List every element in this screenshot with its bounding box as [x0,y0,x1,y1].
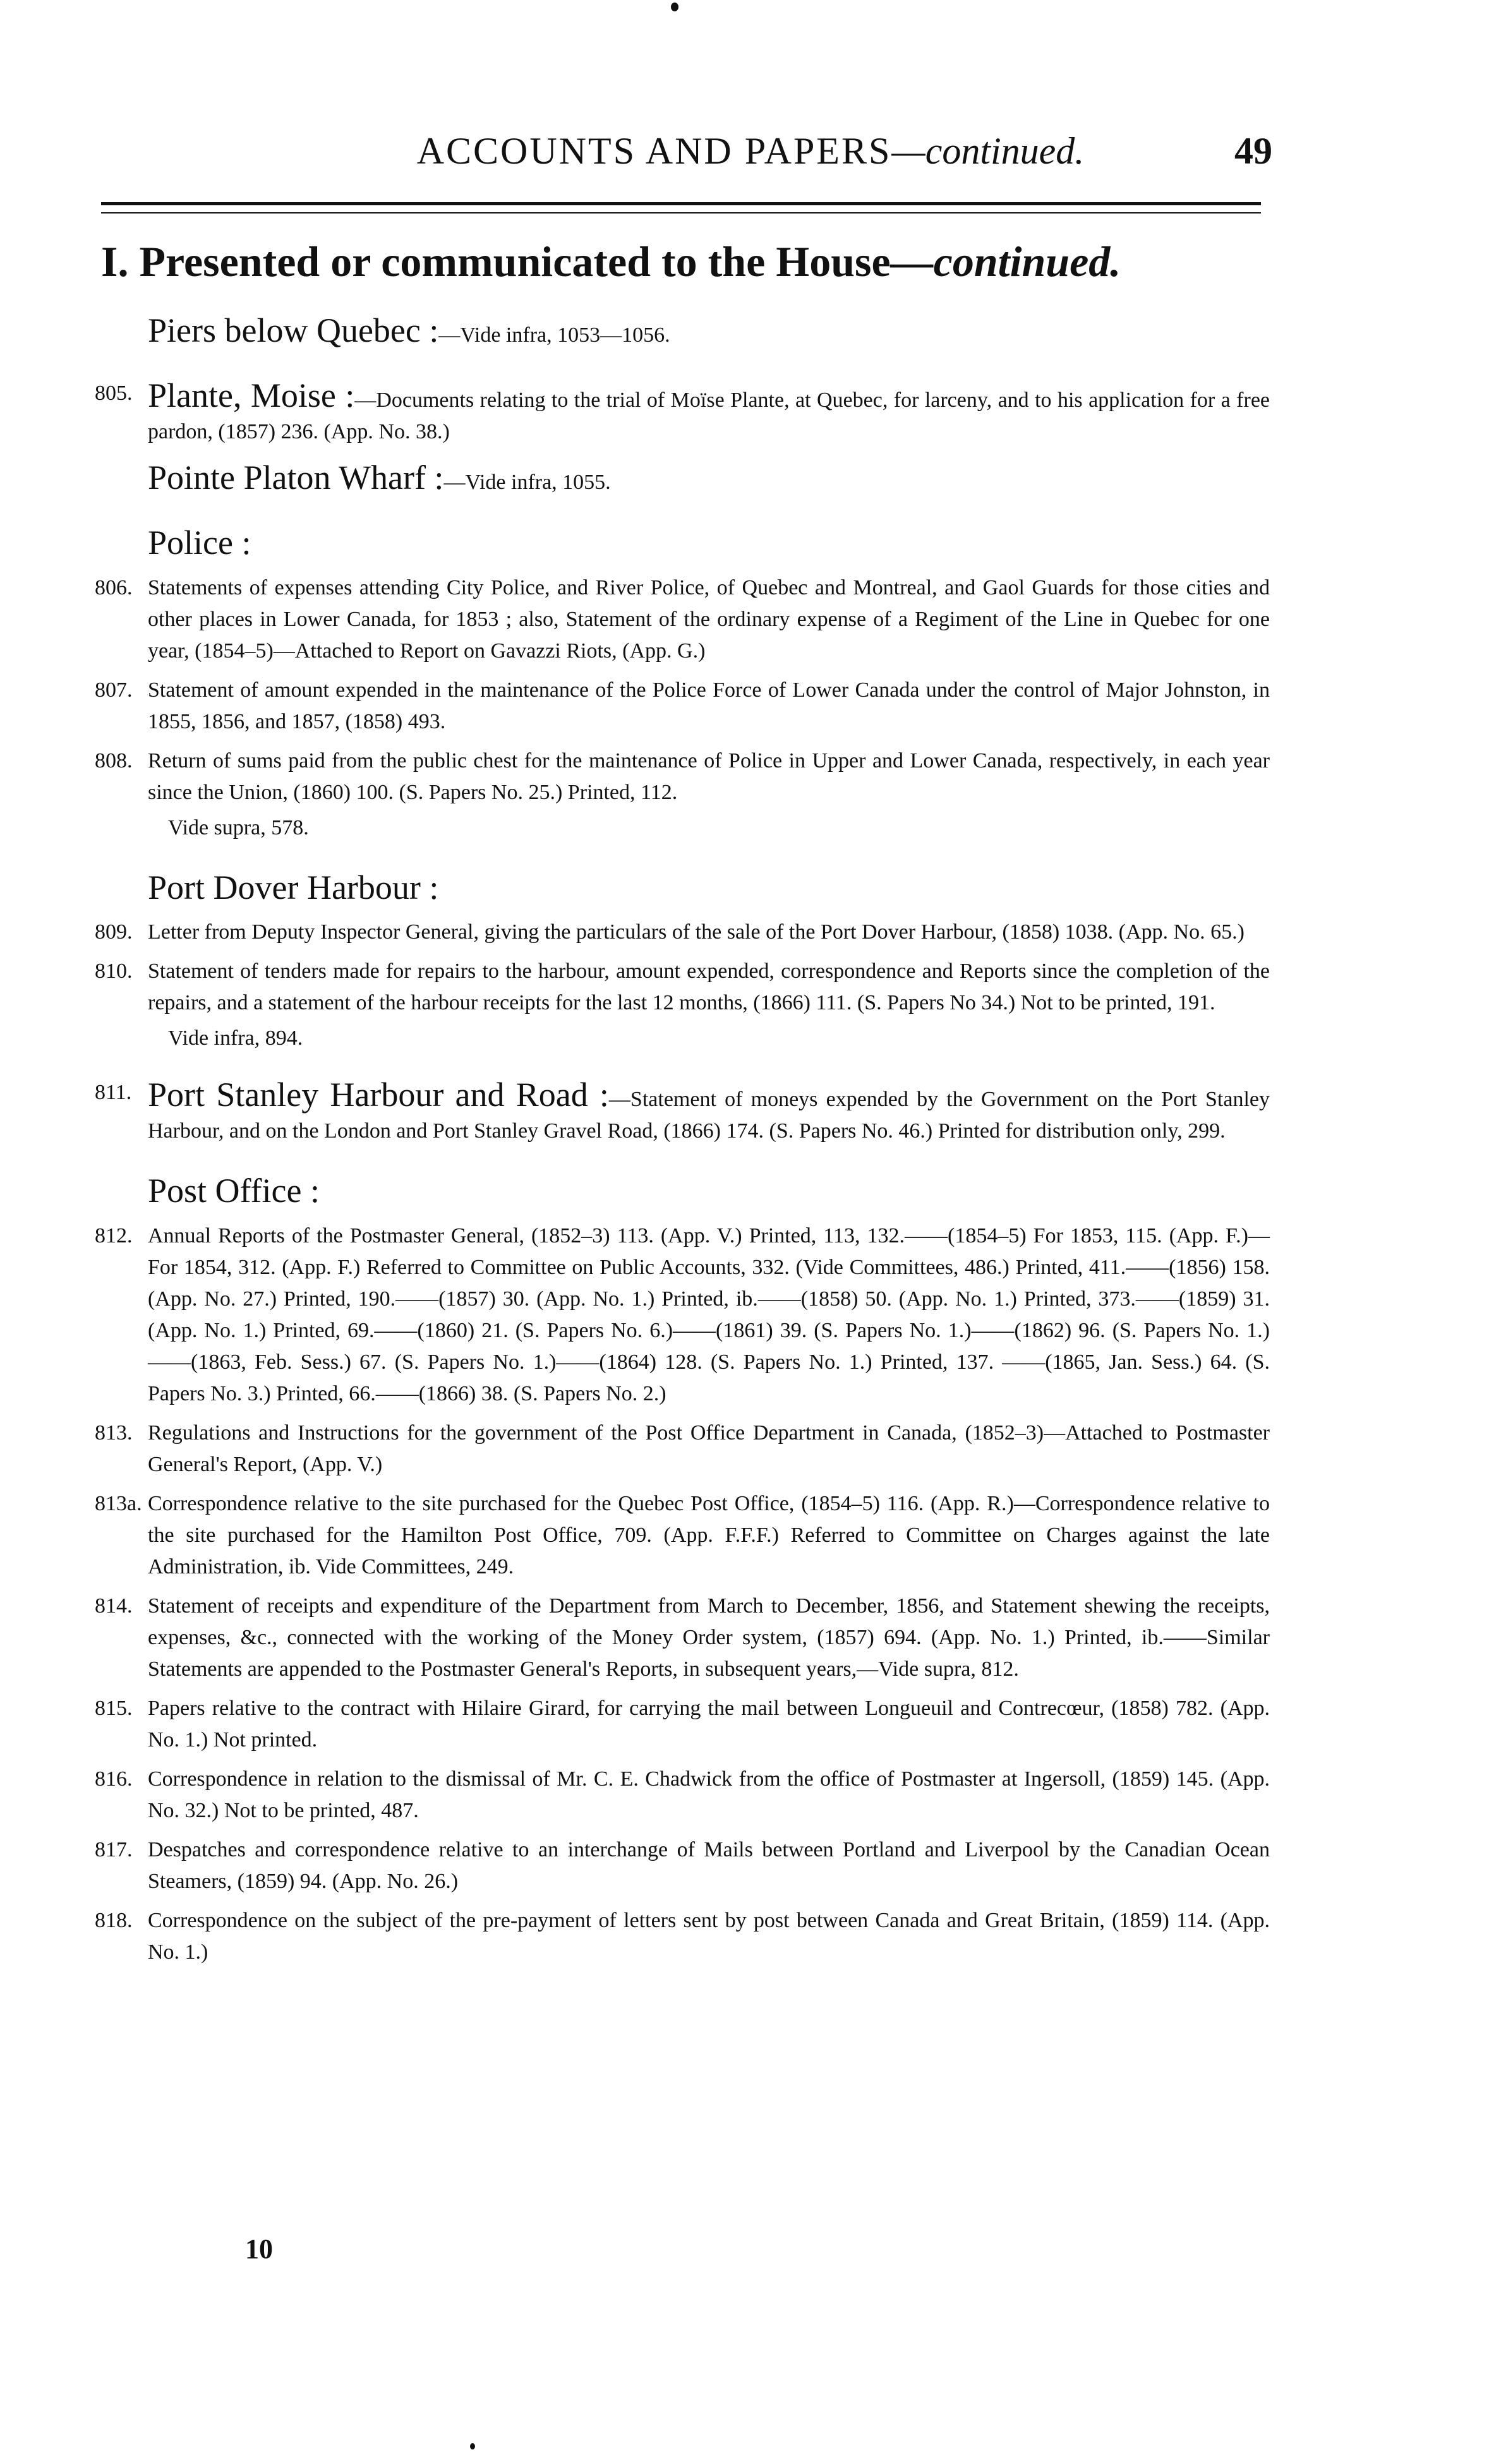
header-rule-thick [101,202,1261,205]
subhead-piers [148,310,1270,352]
entry-number: 806. [95,575,133,599]
entry-text: Statement of receipts and expenditure of the Department from March to December, 1856, and Statement shewing the receipts, expenses, &c., connected with the working of the Money Order system, (1857) 694. (App. No. 1.) Printed, ib.——Similar Statements are appended to the Postmaster General's Reports, in subsequent years,—Vide supra, 812. [148,1594,1270,1681]
entry-806 [95,572,1270,667]
subhead-port-dover: Port Dover Harbour : [148,868,439,906]
entry-heading: Plante, Moise : [148,376,355,414]
subhead-piers-label: Piers below Quebec : [148,311,439,349]
bottom-dot-mark [470,2443,475,2449]
entry-814 [95,1590,1270,1685]
entry-text: Regulations and Instructions for the government of the Post Office Department in Canada, (1852–3)—Attached to Postmaster General's Report, (App. V.) [148,1421,1270,1476]
entry-number: 816. [95,1767,133,1791]
entry-heading: Port Stanley Harbour and Road : [148,1076,609,1114]
entry-818 [95,1905,1270,1968]
entry-number: 817. [95,1837,133,1861]
entry-number: 811. [95,1081,132,1104]
running-header [0,129,1501,173]
entry-810 [95,956,1270,1019]
entry-807 [95,675,1270,738]
entry-text: Correspondence on the subject of the pre-payment of letters sent by post between Canada and Great Britain, (1859) 114. (App. No. 1.) [148,1908,1270,1964]
entry-text: Statement of tenders made for repairs to the harbour, amount expended, correspondence and Reports since the completion of the repairs, and a statement of the harbour receipts for the last 12 months, (1866) 111. (S. Papers No 34.) Not to be printed, 191. [148,959,1270,1014]
top-dot-mark [671,3,678,11]
running-header-continued: —continued. [891,130,1085,172]
entry-811 [95,1077,1270,1147]
entry-809 [95,916,1270,948]
subhead-pointe-platon-ref: —Vide infra, 1055. [443,470,611,494]
entry-number: 818. [95,1908,133,1932]
entry-number: 805. [95,381,133,405]
entry-808 [95,745,1270,808]
entry-number: 813. [95,1421,133,1445]
entry-text: Annual Reports of the Postmaster General, (1852–3) 113. (App. V.) Printed, 113, 132.——(1854–5) For 1853, 115. (App. F.)—For 1854, 312. (App. F.) Referred to Committee on Public Accounts, 332. (Vide Committees, 486.) Printed, 411.——(1856) 158. (App. No. 27.) Printed, 190.——(1857) 30. (App. No. 1.) Printed, ib.——(1858) 50. (App. No. 1.) Printed, 373.——(1859) 31. (App. No. 1.) Printed, 69.——(1860) 21. (S. Papers No. 6.)——(1861) 39. (S. Papers No. 1.)——(1862) 96. (S. Papers No. 1.)——(1863, Feb. Sess.) 67. (S. Papers No. 1.)——(1864) 128. (S. Papers No. 1.) Printed, 137. ——(1865, Jan. Sess.) 64. (S. Papers No. 3.) Printed, 66.——(1866) 38. (S. Papers No. 2.) [148,1223,1270,1405]
entry-text: Correspondence relative to the site purchased for the Quebec Post Office, (1854–5) 116. (App. R.)—Correspondence relative to the site purchased for the Hamilton Post Office, 709. (App. F.F.F.) Referred to Committee on Charges against the late Administration, ib. Vide Committees, 249. [148,1491,1270,1578]
entry-text: Letter from Deputy Inspector General, giving the particulars of the sale of the Port Dover Harbour, (1858) 1038. (App. No. 65.) [148,920,1245,944]
entry-number: 812. [95,1223,133,1247]
section-title-continued: —continued. [890,237,1121,285]
entry-number: 808. [95,748,133,772]
entry-number: 810. [95,959,133,983]
entry-816 [95,1764,1270,1827]
entry-815 [95,1693,1270,1756]
running-header-main: ACCOUNTS AND PAPERS [416,130,892,172]
entry-text: —Statement of moneys expended by the Government on the Port Stanley Harbour, and on the London and Port Stanley Gravel Road, (1866) 174. (S. Papers No. 46.) Printed for distribution only, 299. [148,1088,1270,1143]
subhead-pointe-platon [148,457,1270,500]
entry-805 [95,378,1270,448]
entry-817 [95,1834,1270,1897]
subhead-post-office: Post Office : [148,1172,320,1210]
vide-808: Vide supra, 578. [168,815,309,839]
entry-text: Despatches and correspondence relative to an interchange of Mails between Portland and Liverpool by the Canadian Ocean Steamers, (1859) 94. (App. No. 26.) [148,1837,1270,1893]
entry-text: Return of sums paid from the public chest for the maintenance of Police in Upper and Lower Canada, respectively, in each year since the Union, (1860) 100. (S. Papers No. 25.) Printed, 112. [148,748,1270,804]
section-title-main: I. Presented or communicated to the House [101,237,891,285]
vide-810: Vide infra, 894. [168,1026,303,1050]
entry-number: 813a. [95,1491,142,1515]
header-rule-thin [101,212,1261,213]
section-title [101,237,1121,287]
subhead-pointe-platon-label: Pointe Platon Wharf : [148,458,444,496]
entry-text: Statement of amount expended in the maintenance of the Police Force of Lower Canada under the control of Major Johnston, in 1855, 1856, and 1857, (1858) 493. [148,678,1270,733]
subhead-police: Police : [148,524,251,562]
entry-812 [95,1220,1270,1410]
entry-text: —Documents relating to the trial of Moïse Plante, at Quebec, for larceny, and to his application for a free pardon, (1857) 236. (App. No. 38.) [148,388,1270,443]
signature-mark: 10 [245,2233,273,2264]
entry-number: 807. [95,678,133,702]
entry-number: 814. [95,1594,133,1618]
entry-number: 809. [95,920,133,944]
index-entries [95,310,1270,1968]
entry-text: Statements of expenses attending City Police, and River Police, of Quebec and Montreal, and Gaol Guards for those cities and other places in Lower Canada, for 1853 ; also, Statement of the ordinary expense of a Regiment of the Line in Quebec for one year, (1854–5)—Attached to Report on Gavazzi Riots, (App. G.) [148,575,1270,663]
entry-813 [95,1417,1270,1481]
subhead-piers-ref: —Vide infra, 1053—1056. [438,323,670,347]
entry-813a [95,1488,1270,1583]
entry-number: 815. [95,1696,133,1720]
entry-text: Papers relative to the contract with Hilaire Girard, for carrying the mail between Longueuil and Contrecœur, (1858) 782. (App. No. 1.) Not printed. [148,1696,1270,1752]
entry-text: Correspondence in relation to the dismissal of Mr. C. E. Chadwick from the office of Postmaster at Ingersoll, (1859) 145. (App. No. 32.) Not to be printed, 487. [148,1767,1270,1822]
page-number: 49 [1234,130,1272,172]
